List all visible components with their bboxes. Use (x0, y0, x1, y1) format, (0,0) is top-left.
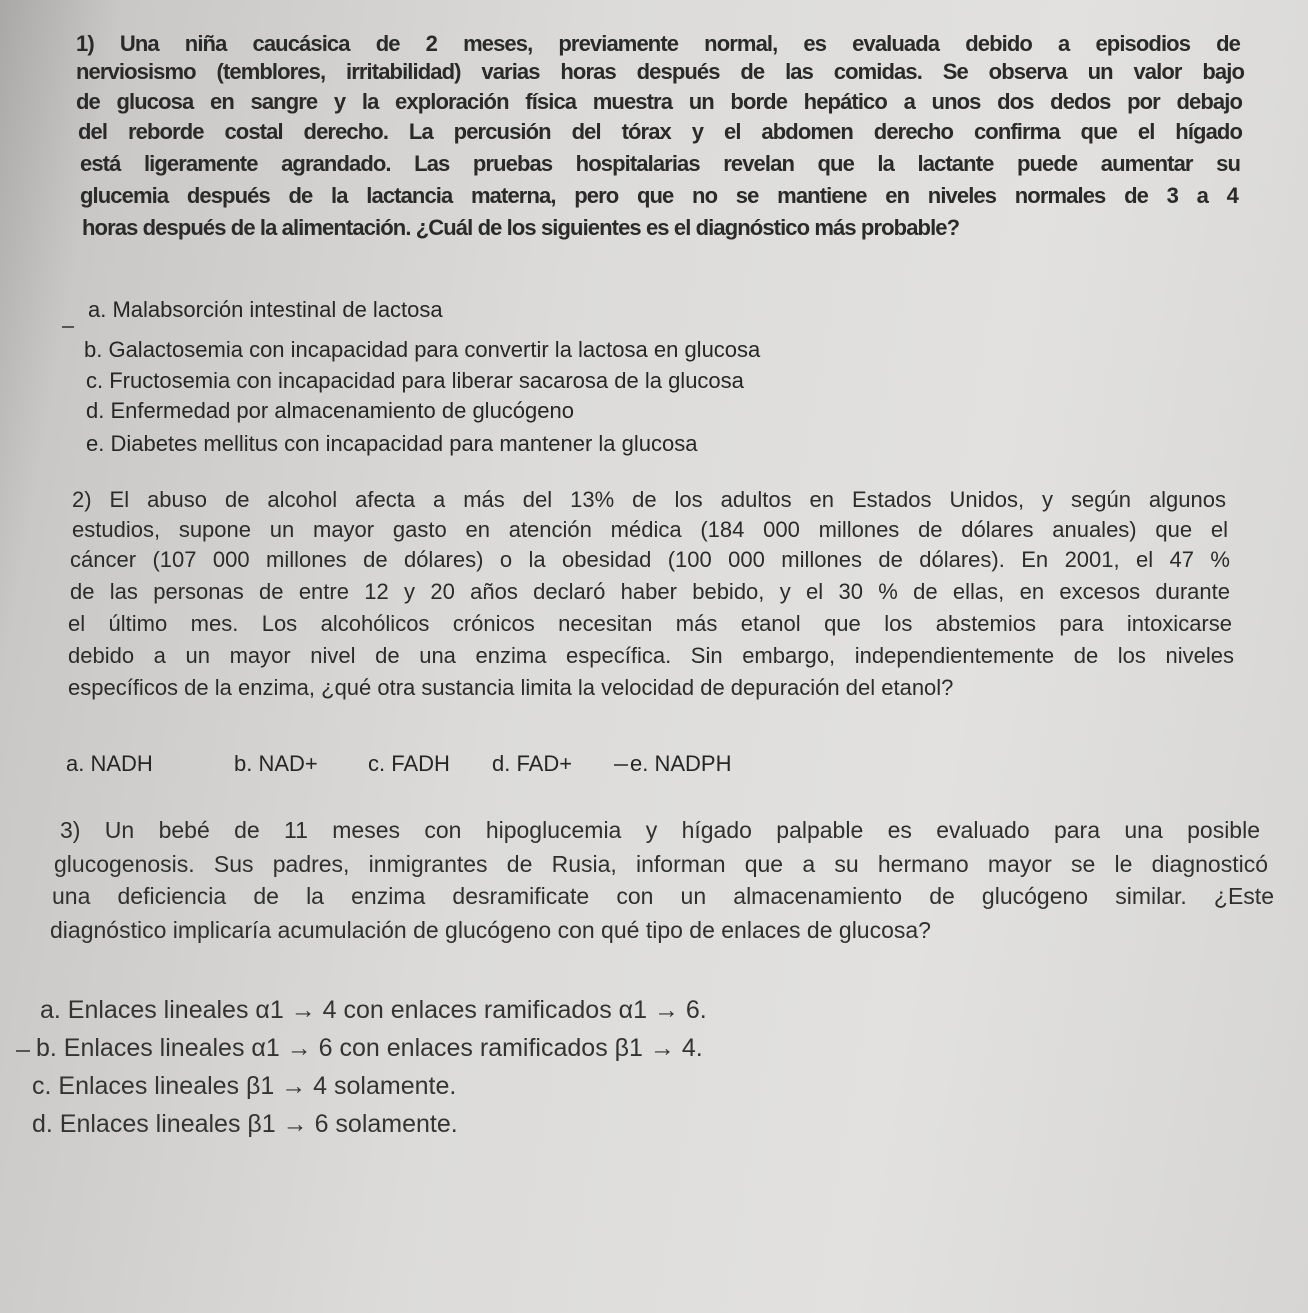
question-2-line: de las personas de entre 12 y 20 años declaró haber bebido, y el 30 % de ellas, en excesos durante (70, 579, 1230, 604)
question-1-line: de glucosa en sangre y la exploración física muestra un borde hepático a unos dos dedos por debajo (76, 89, 1242, 114)
question-2-line: debido a un mayor nivel de una enzima específica. Sin embargo, independientemente de los niveles (68, 643, 1234, 668)
option-1e: e. Diabetes mellitus con incapacidad para mantener la glucosa (86, 431, 698, 456)
option-3c: c. Enlaces lineales β1 → 4 solamente. (32, 1072, 457, 1100)
answer-mark (16, 1050, 30, 1052)
question-3-line: glucogenosis. Sus padres, inmigrantes de Rusia, informan que a su hermano mayor se le diagnosticó (54, 851, 1268, 877)
question-1-line: nerviosismo (temblores, irritabilidad) varias horas después de las comidas. Se observa un valor bajo (76, 59, 1244, 84)
question-1-line: glucemia después de la lactancia materna, pero que no se mantiene en niveles normales de 3 a 4 (80, 183, 1238, 208)
option-1d: d. Enfermedad por almacenamiento de glucógeno (86, 398, 574, 423)
question-2-line: cáncer (107 000 millones de dólares) o la obesidad (100 000 millones de dólares). En 2001, el 47 % (70, 547, 1230, 572)
option-1c: c. Fructosemia con incapacidad para liberar sacarosa de la glucosa (86, 368, 744, 393)
option-2b: b. NAD+ (234, 751, 318, 776)
option-2d: d. FAD+ (492, 751, 573, 776)
answer-mark (614, 764, 628, 766)
question-3-line: diagnóstico implicaría acumulación de glucógeno con qué tipo de enlaces de glucosa? (50, 917, 931, 943)
question-1-line: 1) Una niña caucásica de 2 meses, previamente normal, es evaluada debido a episodios de (76, 31, 1240, 56)
option-2e: e. NADPH (630, 751, 732, 776)
option-1a: a. Malabsorción intestinal de lactosa (88, 297, 443, 322)
question-2-line: el último mes. Los alcohólicos crónicos necesitan más etanol que los abstemios para intoxicarse (68, 611, 1232, 636)
question-1-line: está ligeramente agrandado. Las pruebas hospitalarias revelan que la lactante puede aumentar su (80, 151, 1240, 176)
option-2c: c. FADH (368, 751, 450, 776)
answer-mark (62, 326, 74, 328)
option-3b: b. Enlaces lineales α1 → 6 con enlaces ramificados β1 → 4. (36, 1034, 703, 1062)
option-2a: a. NADH (66, 751, 153, 776)
option-1b: b. Galactosemia con incapacidad para convertir la lactosa en glucosa (84, 337, 761, 362)
question-2-line: específicos de la enzima, ¿qué otra sustancia limita la velocidad de depuración del etanol? (68, 675, 954, 700)
option-3d: d. Enlaces lineales β1 → 6 solamente. (32, 1110, 458, 1138)
question-1-line: del reborde costal derecho. La percusión del tórax y el abdomen derecho confirma que el hígado (78, 119, 1242, 144)
question-2-line: estudios, supone un mayor gasto en atención médica (184 000 millones de dólares anuales) que el (72, 517, 1228, 542)
question-1-line: horas después de la alimentación. ¿Cuál de los siguientes es el diagnóstico más probable? (82, 215, 960, 240)
question-3-line: 3) Un bebé de 11 meses con hipoglucemia y hígado palpable es evaluado para una posible (60, 817, 1260, 843)
question-2-line: 2) El abuso de alcohol afecta a más del 13% de los adultos en Estados Unidos, y según algunos (72, 487, 1226, 512)
question-3-line: una deficiencia de la enzima desramificate con un almacenamiento de glucógeno similar. ¿Este (52, 883, 1274, 909)
option-3a: a. Enlaces lineales α1 → 4 con enlaces ramificados α1 → 6. (40, 996, 707, 1024)
